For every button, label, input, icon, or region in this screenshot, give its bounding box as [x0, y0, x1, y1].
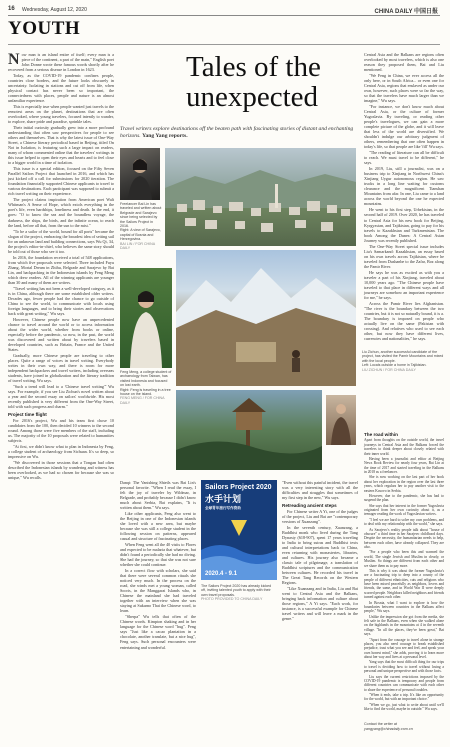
article-paragraph: This is why it was about the former Yugoslavia's are a fascinating trip to deep into a county of the people of different ethnicities, cuts and religions who have been mixed peacefully as neighbors, lovers and friends, the same, and in World War II were deeply scarred people. Neighbors killed neighbors and friends turned against each other.	[364, 568, 444, 600]
article-paragraph: "We discovered in those sessions that a Tongan had often described the Indonesian islands by wandering and witness has been overlooked, as we had so chosen for because she was so unique," Wu recalls.	[8, 460, 114, 481]
page-number: 16	[8, 6, 15, 12]
article-paragraph: For 2016's project, Wu and his team first chose 10 candidates from the 100, then decided 10 winners to the second round. Among those were five members of the staff, including us. The majority of the 10 proposals were related to humanities subjects.	[8, 418, 114, 444]
article-column-4	[364, 52, 444, 342]
article-column-4b	[364, 430, 444, 713]
article-paragraph: Like other applicants, Feng also went to the Beijing in one of the Indonesian islands she loved with a new area, but maybe because she was still a college student in the following session on patterns, appeared casual and structure of fascinating places.	[120, 511, 196, 542]
article-paragraph: "The reading of literature can all be difficult to reach. We must travel to be different," he says.	[364, 150, 444, 166]
article-paragraph: "To be a sailor of the world, bound for all ports" became the slogan of the project, embracing the broadest idea of setting sail for an unknown land and building connections, says Wu Qi, 34, the project's editor-in-chief, who believes the same story should be told out of those who see it too.	[8, 228, 114, 254]
mountains-icon	[176, 250, 356, 386]
article-paragraph: Gradually, more Chinese people are traveling to other places. Quite a range of voices in travel writing. Everybody writes in their own way, and there is room for more independent backpackers and travel writers, including overseas students, have joined in globalization and the literary tradition of travel writing, Wu says.	[8, 352, 114, 383]
byline: Yang Yang reports.	[142, 133, 188, 139]
tree-house-icon	[176, 390, 322, 470]
article-paragraph: She says that her interest in the former Yugoslavia originated from her own curiosity about it, as a teenager reading the work of Yugoslavian writers.	[364, 503, 444, 517]
article-paragraph: Liu says the current restrictions imposed by the COVID-19 pandemic is temporary and people from different countries can communicate with each other to share the experience of personal troubles.	[364, 674, 444, 692]
section-rule	[8, 44, 440, 45]
subheading: The road within	[364, 432, 398, 437]
caption-bai-lin: Freelancer Bai Lin has traveled and written about Belgrade and Sarajevo since being selected by the Sailors Project in 2016. Right: A view of Sarajevo, capital of Bosnia and Herzegovina. BAI LIN / FOR CHINA DAILY	[120, 202, 162, 251]
article-paragraph: "Such a trend will lead to a 'Chinese travel writing'" Wu says. For example, if you see Liu Zichun's novel written about a year and the second essay on sailors' worldwide. His most recently published is very different from the One-Way Street, told with such progress and charm."	[8, 384, 114, 410]
article-paragraph: Unlike the impression she got from the media, she felt safe in the Balkans, even when she walked alone on the highlands in the mountains at 4 in the seventh village. "In all the places, they've been great," Bai says.	[364, 614, 444, 637]
article-paragraph: "When we go, just what to write about until we'll like to find the world, maybe in outside." Wu says.	[364, 702, 444, 712]
article-paragraph: The One-Way Street special issue includes Liu's Samarkand: Kazakhstan, an essay based on his own travels across Tajikistan, where he traveled from Dushanbe to the Zafar, Boz along the Pamir River.	[364, 243, 444, 269]
article-paragraph: "When it ends, take a trip. It's like an opportunity for the world, but with an important choice."	[364, 693, 444, 702]
person-silhouette-icon	[120, 148, 160, 200]
article-column-2	[120, 480, 196, 651]
subheading: Retreading ancient steps	[282, 503, 337, 509]
article-paragraph: The project claims inspiration from American poet Walt Whitman's A Sense of Hope, which extols everything in the poet's life, even hardships, loneliness and death. In the end, it goes: "O to know the sea and the boundless voyage, the darkness, the ships, the birds, and the infinite ocean, to reach the land, before all that, from the sun to the mist."	[8, 197, 114, 228]
article-paragraph: For Chinese writer A Yi, one of the judges of the project, Liu and Bai are "contemporary versions of Xuanzang".	[282, 509, 358, 525]
article-paragraph: He went to his first step, Urbekistan, in the second half of 2019. Over 2020, he has traveled to Central Asia for his new book for Beijing, Kyrgyzstan, and Tajikistan, going to pay for his travels to Kazakhstan and Turkmenistan. The book Among the Dunes: A Central Asian Journey was recently published.	[364, 207, 444, 243]
person-silhouette-icon	[326, 395, 356, 445]
article-paragraph: "We Feng in China, we ever access all the only here, or in South Africa... or even one for Central Asia, regions that enslaved as under our own, however, such places were so far the way, so that the travelers have much larger than we imagine," Wu says.	[364, 73, 444, 104]
article-paragraph: "Travel writing has not been a well-developed category, as it is in China, although there are some established older writers. Decades ago, fewer people had the chance to go outside of China to see the world, to communicate with locals using foreign languages, and to bring their stories and observations back with great writing," Wu says.	[8, 285, 114, 316]
article-paragraph: This is especially true when people wanted just travels to the remotest areas on the planet, destinations that are often overlooked, where young travelers, focused intently to wander, to explore, share pride and paradise, sprinkle tales.	[8, 104, 114, 125]
contact-email[interactable]: yangyang@chinadaily.com.cn	[364, 726, 413, 731]
article-paragraph: Across the Pamir River lies Afghanistan. "The river is the boundary between the two countries, but it is not so naturally bound, it is a. The boundary is imposed on people who actually live on the same (Pakistan with crossing). And relatives who used to see each other, but now they have different lives, currencies and nationalities," he says.	[364, 300, 444, 341]
article-paragraph: "For instance, we don't know much about Central Asia, or the culture of former Yugoslavia. By traveling, or reading other people's travelogues, we can gain a more complete picture of the globe, and it will leave that less of the world are diversified. We shouldn't indulge our arbitrary judgment of others, remembering that one often happen in today's life, so that people are like 'fill' Wu says.	[364, 104, 444, 150]
poster-sailors-project	[201, 480, 277, 580]
article-paragraph: When Feng went all the 40 visits to Flores and expected to be malaria that whatever, but didn't found a periodically she had no diving. She had the journey, so that she was not sure whether she could continue.	[120, 542, 196, 568]
article-paragraph: In 2016, the foundation received a total of 548 applications, from which five proposals were selected. Three included Fuyu Zhang, Mortal Dream in Zhihu, Belgrade and Sarajevo by Bai Lin, and backpacking in the Indonesian islands by Feng Meng which drew readers. All of the winning applicants are younger than 30 and many of them are writers.	[8, 254, 114, 285]
issue-date: Wednesday, August 12, 2020	[22, 7, 87, 13]
section-title: YOUTH	[8, 18, 81, 39]
article-paragraph: "Like Xuanzang and in India, Liu and Bai went to Central Asia and the Balkans, bringing back information and culture about those regions," A Yi says. "Each work, for instance, is a successful example for Chinese travel writers and will leave a mark in the genre."	[282, 586, 358, 622]
poster-subtitle: 全球青年旅行写作资助	[205, 506, 241, 510]
photo-bai-lin	[120, 148, 160, 200]
subheading: Project time flight	[8, 412, 47, 418]
standfirst: Travel writers explore destinations off the beaten path with fascinating stories of distant and enchanting horizons. Yang Yang reports.	[120, 126, 354, 139]
article-paragraph: "For a people who been this and warmed the world, The single Jewish and Muslim in clearly, or Muslim. So things are different from each other and we share them as to pay more.	[364, 550, 444, 568]
city-landscape-icon	[165, 148, 356, 246]
article-paragraph: Their initial curiosity gradually grew into a more profound understanding that often saw perspectives for people to see others and themselves. That is why the latest issue of One-Way Street, a Chinese literary periodical based in Beijing, titled On Not in Isolation, is featuring such a large impact on readers, many of whom commented online that the travelers' writings in this issue helped to open their eyes and hearts and to feel close to a bigger world in a time of isolation.	[8, 125, 114, 166]
article-paragraph: In the seventh century, Xuanzang, a Buddhist monk who lived during the Tang Dynasty (618-907), spent 17 years traveling to India to bring sutras and Buddhist texts and cultural interpretations back to China, even returning with monasteries, libraries, and cultures. His journey also became a classic tale of pilgrimage, a translation of Buddhist scriptures and the communication between cultures. He recorded his travel in The Great Tang Records on the Western Regions.	[282, 525, 358, 586]
article-paragraph: In Bosnia, what I want to explore is how the boundaries between countries in the Balkans affect people," Wu says.	[364, 600, 444, 614]
headline: Tales of the unexpected	[186, 51, 321, 113]
article-paragraph: In 2019, Liu, still a journalist, was on a business trip to Xinjiang in Northwest China's Xinjiang Uygur autonomous region. He saw trucks in a long line waiting for customs clearance and the magnificent Tianshan Mountains from afar. In one, Liu came to a land across the world beyond the one he expected mountains.	[364, 166, 444, 207]
article-paragraph: In a correct flow with scholars, she said that there were several common rituals she noticed very much. In the process on the road, she winds met a young woman, called Sooris, in the Manggarai Islands who, in Chinese the mainland she had traveled together with an interview when she was staying at Sukarno Thai the Chinese word, to learn.	[120, 568, 196, 614]
article-paragraph: "Even without this painful incident, the travel was a very interesting story with all the difficulties and struggles that sometimes of my first step in the new," Wu says.	[282, 480, 358, 501]
caption-poster: The Sailors Project 2020 has already kicked off, inviting talented youth to apply with their own travel proposals. PHOTO PROVIDED TO CHINA DAILY	[201, 584, 272, 602]
article-paragraph: Danqi: The Vanishing Shtetls was Bai Lin's personal favorite. "When I read the essay, I felt the joy of traveler by Wildmar, in Belgrade, and probably because I didn't know much about Serbia, Bai explains, "It is written about them." Wu says.	[120, 480, 196, 511]
article-paragraph: "Apart from the courage to travel alone in strange places, you also need courage to break established prejudice, trust what you see and feel, and speak your own honest mind," she adds, proving it to learn more about her way and lives at a personal level.	[364, 637, 444, 659]
article-paragraph: Having been a journalist and editor at Beijing News Book Review for nearly four years, Bai Lin at the time of 2017 and started traveling in the Balkans in 2018 as a freelancer.	[364, 456, 444, 474]
newspaper-brand: CHINA DAILY 中国日报	[374, 9, 438, 15]
article-paragraph: Yang says that the most difficult thing for our trips to travel is deciding how to travel without losing a personal and unique perspective and with those facts.	[364, 660, 444, 674]
article-paragraph: "At first, we didn't know what to plan in Indonesia by Feng, a college student of archaeology from Sichuan. It's so deep, so impressive on Wu.	[8, 444, 114, 460]
article-paragraph: However, Chinese people now have an unprecedented chance to travel around the world or to access information about the wider world, whether from books or online, especially before the pandemic, so now, in the past, the world was discovered and written about by travelers based in developed countries, such as Britain, France and the United States.	[8, 316, 114, 352]
photo-sarajevo	[165, 148, 356, 246]
article-paragraph: This issue is a special edition, focused on the Fifty Seven Parallel Sailors Project that launched in 2016, and which has just kicked off a call for submissions for 2020 iteration. The foundation financially supported Chinese applicants to travel to various destinations. Each participant was supposed to submit a rich travel writing on their experience.	[8, 166, 114, 197]
article-paragraph: "Sherpa" Wu tells that often of the Chinese words. Kimpton shaking and in her language for the Chinese word "hug". Feng says "Just like a cacao plantation in a chocolate, another translate, but a nice hug", Feng says. Such personal encounters were entertaining and wonderful.	[120, 614, 196, 650]
article-paragraph: However, due to the pandemic, she has had to suspend the plan.	[364, 493, 444, 503]
caption-liu-zichun: Liu Zichun, another successful candidate of the project, has visited the Pamir Mountains and mixed with the local people. Left: Locals outside a home in Tajikistan. LIU ZICHUN / FOR CHINA DAILY	[362, 350, 444, 372]
poster-chinese-title: 水手计划	[205, 494, 242, 504]
article-paragraph: He says he was as excited as with you a traveler a part of his Xinjiang, traveled about 10,000 years ago. "The Chinese people have traveled to that place in different ways and all journeys are somehow an important experience for me," he says.	[364, 269, 444, 300]
article-column-3	[282, 480, 358, 622]
article-paragraph: Central Asia and the Balkans are regions often overlooked by most travelers, which is also one reason they proposed them, Bai and Liu mentioned.	[364, 52, 444, 73]
article-paragraph: Apart from thoughts on the outside world, the travel journeys in Central Asia and the Balkans forced the travelers to think deeper about closely related with their inner world.	[364, 438, 444, 456]
photo-locals-tajikistan	[326, 395, 356, 445]
person-silhouette-icon	[120, 268, 172, 368]
article-paragraph: She is now working on the last part of her book about her exploration in the region over the last three years, which regulars her to pay another visit to the eastern Kosovo in Serbia.	[364, 475, 444, 493]
photo-feng-meng	[120, 268, 172, 368]
photo-pamir-mountains	[176, 250, 356, 386]
photo-tree-house	[176, 390, 322, 470]
drop-cap: N	[8, 51, 20, 68]
article-paragraph: Now man is an island entire of itself; every man is a piece of the continent, a part of the main," English poet John Donne wrote these famous words shortly after he recovered from a serious disease in London in 1623.	[8, 51, 114, 73]
caption-feng-meng: Feng Meng, a college student of archaeology from Taiwan, has visited Indonesia and focused on lost earth. Right: Feng is traveling in a tree house on the island. FENG MENG / FOR CHINA DAILY	[120, 370, 172, 405]
article-column-1	[8, 52, 114, 481]
article-paragraph: Today, as the COVID-19 pandemic confines people, countries close borders, and the future looks obscurely in uncertainty. Isolating in stations and cut off from life, when physical contact has never been so important, the connectedness with places, people and nature is an almost unfamiliar experience.	[8, 73, 114, 104]
page-header	[0, 0, 450, 16]
contact-footer: Contact the writer at yangyang@chinadaily.com.cn	[364, 722, 413, 731]
article-paragraph: As Sarajevo's reality people talk about "house of obscure" a third time in her Sarajevo childhood days. Despite the necessity, the humanitarian needs to help, between each other, have already collapsed. They are also.	[364, 527, 444, 549]
header-rule	[8, 15, 440, 16]
poster-title: Sailors Project 2020	[205, 484, 272, 491]
article-paragraph: "I feel we are hard to solve my own problems, and to deal with my relationship with the world," she says.	[364, 517, 444, 527]
poster-date: 2020.4 - 9.1	[205, 571, 238, 577]
